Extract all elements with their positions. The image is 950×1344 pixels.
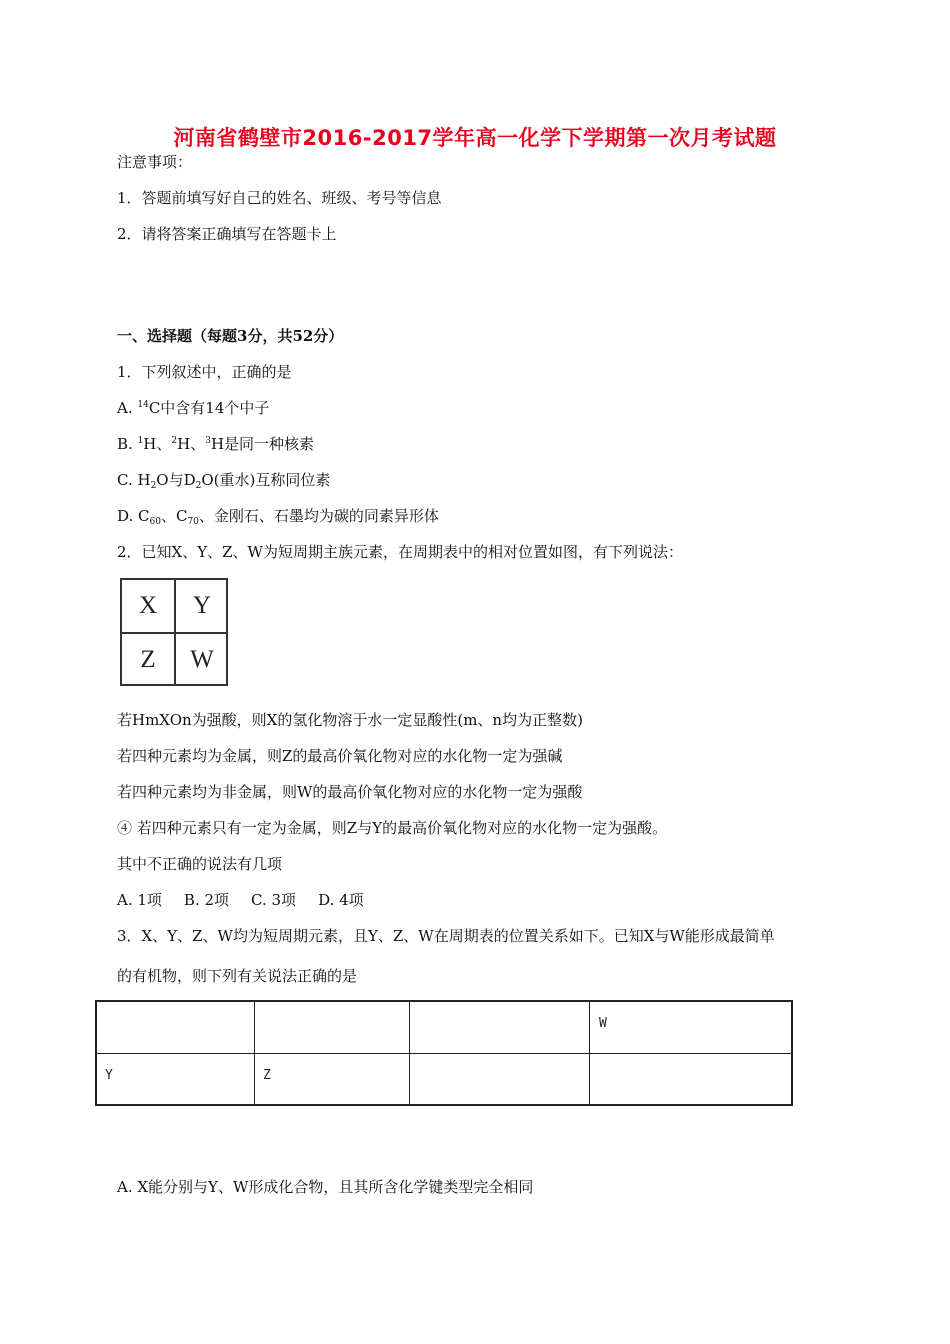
q1-option-c <box>117 470 330 490</box>
q1-option-b <box>117 434 314 454</box>
q1-option-d <box>117 506 439 526</box>
grid-cell-x: X <box>138 592 158 619</box>
section-heading: 一、选择题（每题3分，共52分） <box>117 327 344 345</box>
q1-option-a <box>117 398 269 418</box>
q3-option-a: A. X能分别与Y、W形成化合物，且其所含化学键类型完全相同 <box>117 1178 534 1196</box>
q1-stem: 1．下列叙述中，正确的是 <box>117 363 292 381</box>
q2-statement-2: 若四种元素均为金属，则Z的最高价氧化物对应的水化物一定为强碱 <box>117 747 563 765</box>
q2-statement-1: 若HmXOn为强酸，则X的氢化物溶于水一定显酸性(m、n均为正整数) <box>117 711 583 729</box>
q2-statement-4: ④ 若四种元素只有一定为金属，则Z与Y的最高价氧化物对应的水化物一定为强酸。 <box>117 819 668 837</box>
q1-c-sub2: 2 <box>195 481 202 491</box>
q2-option-d: D. 4项 <box>318 891 364 909</box>
table-row-divider <box>97 1053 791 1054</box>
q1-b-h2: H、 <box>177 435 206 453</box>
q1-b-text: H是同一种核素 <box>210 435 315 453</box>
grid-cell-y: Y <box>192 592 212 619</box>
notes-heading: 注意事项： <box>117 153 193 171</box>
q2-element-grid <box>120 578 228 686</box>
q1-b-sup2: 2 <box>171 436 178 446</box>
table-cell-w: W <box>599 1016 607 1031</box>
q1-c-text: O(重水)互称同位素 <box>201 471 331 489</box>
q1-b-sup3: 3 <box>205 436 211 446</box>
q3-stem-line-1: 3．X、Y、Z、W均为短周期元素，且Y、Z、W在周期表的位置关系如下。已知X与W能形成最简单 <box>117 927 775 945</box>
q1-d-prefix: D. C <box>117 507 150 525</box>
notes-item-2: 2．请将答案正确填写在答题卡上 <box>117 225 337 243</box>
table-cell-z: Z <box>263 1068 271 1083</box>
q2-statement-3: 若四种元素均为非金属，则W的最高价氧化物对应的水化物一定为强酸 <box>117 783 583 801</box>
q2-option-a: A. 1项 <box>117 891 162 909</box>
q1-b-h1: H、 <box>143 435 172 453</box>
notes-item-1: 1．答题前填写好自己的姓名、班级、考号等信息 <box>117 189 442 207</box>
q2-stem: 2．已知X、Y、Z、W为短周期主族元素，在周期表中的相对位置如图，有下列说法： <box>117 543 683 561</box>
q2-option-c: C. 3项 <box>251 891 297 909</box>
grid-cell-w: W <box>190 646 214 673</box>
q2-ask: 其中不正确的说法有几项 <box>117 855 283 873</box>
q1-b-prefix: B. <box>117 435 138 453</box>
q1-a-sup: 14 <box>137 400 149 410</box>
q1-a-prefix: A. <box>117 399 138 417</box>
q2-option-b: B. 2项 <box>183 891 230 909</box>
grid-horizontal-divider <box>122 632 226 634</box>
q1-b-sup1: 1 <box>137 436 144 446</box>
q2-options <box>117 890 386 910</box>
q3-position-table <box>95 1000 793 1106</box>
q1-d-mid: 、C <box>160 507 188 525</box>
q1-a-text: C中含有14个中子 <box>148 399 270 417</box>
q1-d-sub1: 60 <box>149 517 161 527</box>
q3-stem-line-2: 的有机物，则下列有关说法正确的是 <box>117 967 358 985</box>
q1-d-text: 、金刚石、石墨均为碳的同素异形体 <box>198 507 439 525</box>
q1-c-prefix: C. H <box>117 471 151 489</box>
q1-c-sub1: 2 <box>150 481 157 491</box>
page-title: 河南省鹤壁市2016-2017学年高一化学下学期第一次月考试题 <box>173 126 777 150</box>
q1-d-sub2: 70 <box>187 517 199 527</box>
q1-c-mid: O与D <box>156 471 196 489</box>
table-cell-y: Y <box>105 1068 113 1083</box>
grid-cell-z: Z <box>140 646 156 673</box>
